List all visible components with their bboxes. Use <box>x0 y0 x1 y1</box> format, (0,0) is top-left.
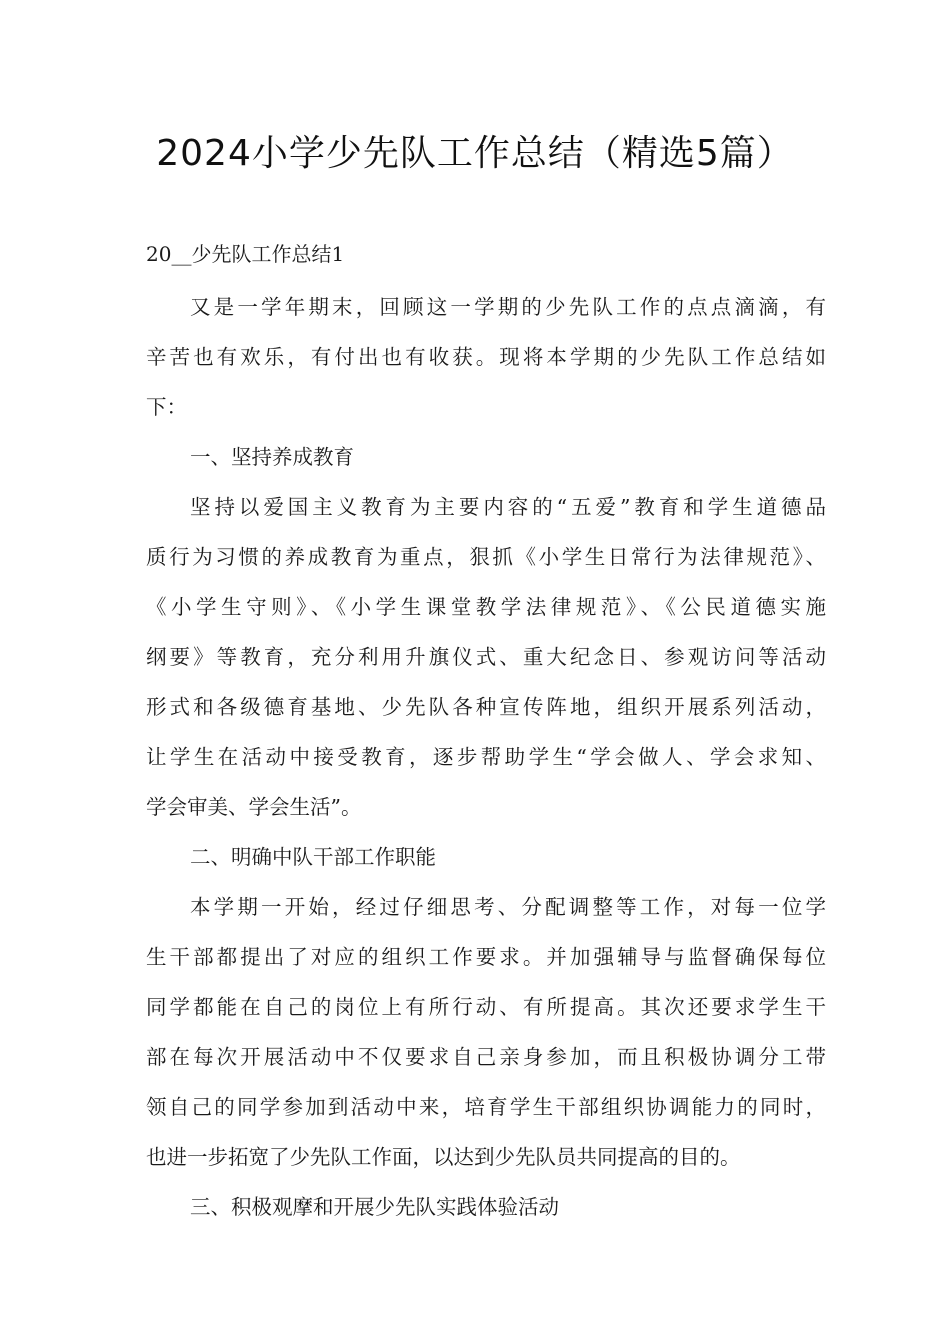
heading-text: 二、明确中队干部工作职能 <box>190 845 436 869</box>
text-line: 下： <box>146 395 187 419</box>
heading-text: 一、坚持养成教育 <box>190 445 354 469</box>
section-heading-2 <box>146 832 826 882</box>
text-line: 本学期一开始，经过仔细思考、分配调整等工作，对每一位学 <box>190 895 826 919</box>
text-line: 学会审美、学会生活”。 <box>146 795 362 819</box>
heading-text: 三、积极观摩和开展少先队实践体验活动 <box>190 1195 559 1219</box>
text-line: 质行为习惯的养成教育为重点，狠抓《小学生日常行为法律规范》、 <box>146 545 826 569</box>
paragraph-intro <box>146 282 826 432</box>
document-title: 2024小学少先队工作总结（精选5篇） <box>156 133 794 174</box>
paragraph-habit-education <box>146 482 826 832</box>
text-line: 生干部都提出了对应的组织工作要求。并加强辅导与监督确保每位 <box>146 945 826 969</box>
text-line: 《小学生守则》、《小学生课堂教学法律规范》、《公民道德实施 <box>146 595 826 619</box>
text-line: 部在每次开展活动中不仅要求自己亲身参加，而且积极协调分工带 <box>146 1045 826 1069</box>
document-body <box>146 282 826 1232</box>
text-line: 纲要》等教育，充分利用升旗仪式、重大纪念日、参观访问等活动 <box>146 645 826 669</box>
section-heading-1 <box>146 432 826 482</box>
text-line: 让学生在活动中接受教育，逐步帮助学生“学会做人、学会求知、 <box>146 745 826 769</box>
section-subtitle: 20__少先队工作总结1 <box>146 242 345 266</box>
paragraph-cadre-duties <box>146 882 826 1182</box>
text-line: 坚持以爱国主义教育为主要内容的“五爱”教育和学生道德品 <box>190 495 826 519</box>
text-line: 领自己的同学参加到活动中来，培育学生干部组织协调能力的同时， <box>146 1095 826 1119</box>
text-line: 又是一学年期末，回顾这一学期的少先队工作的点点滴滴，有 <box>190 295 826 319</box>
text-line: 也进一步拓宽了少先队工作面，以达到少先队员共同提高的目的。 <box>146 1145 741 1169</box>
text-line: 形式和各级德育基地、少先队各种宣传阵地，组织开展系列活动， <box>146 695 826 719</box>
section-heading-3 <box>146 1182 826 1232</box>
text-line: 辛苦也有欢乐，有付出也有收获。现将本学期的少先队工作总结如 <box>146 345 826 369</box>
text-line: 同学都能在自己的岗位上有所行动、有所提高。其次还要求学生干 <box>146 995 826 1019</box>
